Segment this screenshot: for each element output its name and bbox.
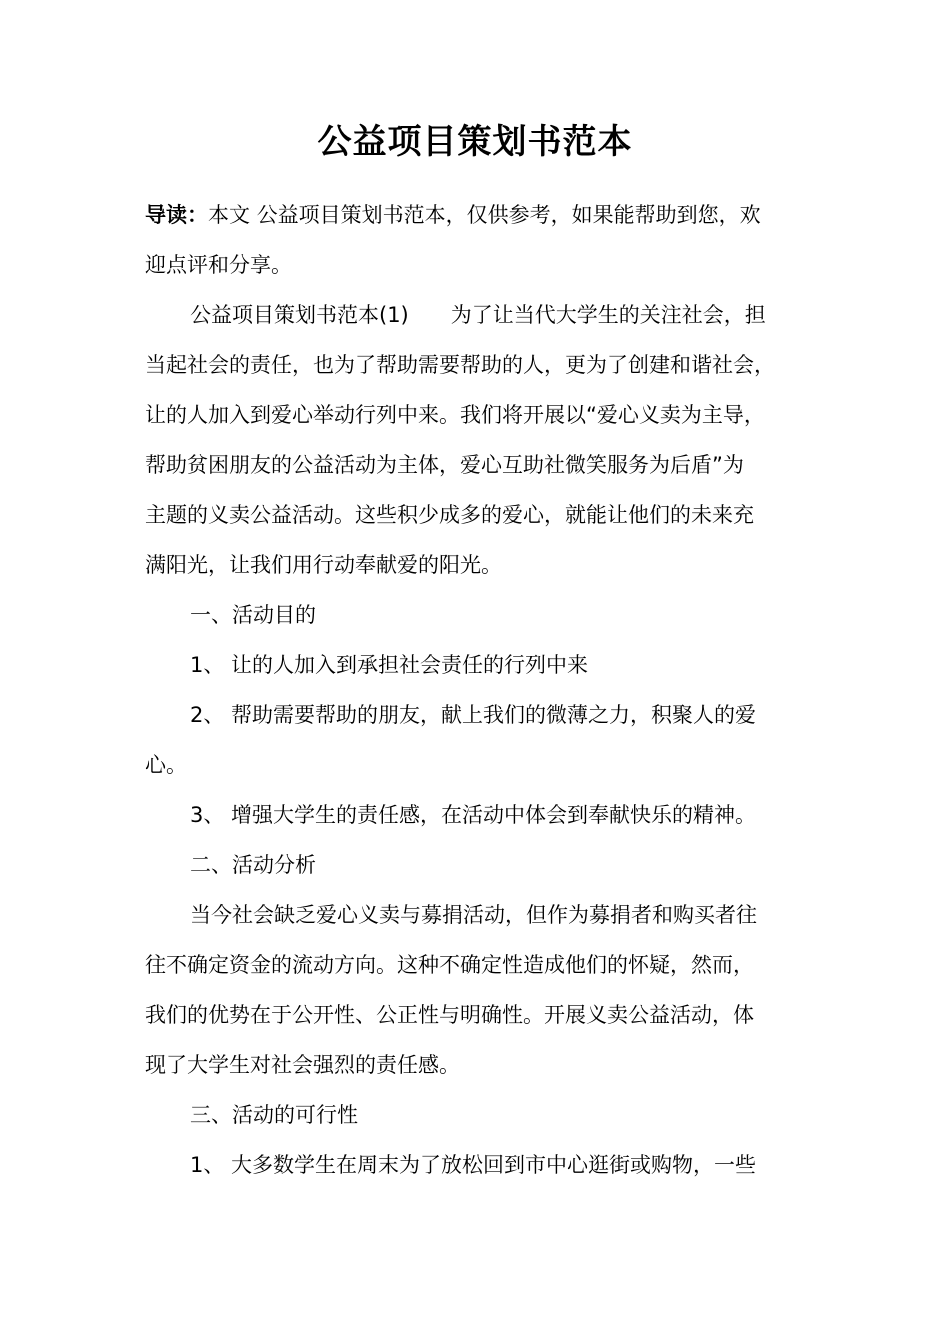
lead-text: 本文 公益项目策划书范本，仅供参考，如果能帮助到您，欢 bbox=[208, 203, 761, 227]
paragraph-1-line: 公益项目策划书范本(1) 为了让当代大学生的关注社会，担 bbox=[190, 303, 766, 327]
paragraph-1-line: 主题的义卖公益活动。这些积少成多的爱心，就能让他们的未来充 bbox=[145, 503, 754, 527]
document-title: 公益项目策划书范本 bbox=[317, 122, 633, 162]
section-heading-1: 一、活动目的 bbox=[190, 603, 316, 627]
paragraph-2-line: 当今社会缺乏爱心义卖与募捐活动，但作为募捐者和购买者往 bbox=[190, 903, 757, 927]
lead-line-2: 迎点评和分享。 bbox=[145, 253, 292, 277]
section-heading-2: 二、活动分析 bbox=[190, 853, 316, 877]
paragraph-1-line: 满阳光，让我们用行动奉献爱的阳光。 bbox=[145, 553, 502, 577]
paragraph-2-line: 往不确定资金的流动方向。这种不确定性造成他们的怀疑，然而， bbox=[145, 953, 754, 977]
paragraph-1-line: 当起社会的责任，也为了帮助需要帮助的人，更为了创建和谐社会， bbox=[145, 353, 775, 377]
section-heading-3: 三、活动的可行性 bbox=[190, 1103, 358, 1127]
list-item-4: 1、 大多数学生在周末为了放松回到市中心逛街或购物，一些 bbox=[190, 1153, 757, 1177]
list-item-2-continuation: 心。 bbox=[145, 753, 187, 777]
paragraph-1-line: 帮助贫困朋友的公益活动为主体，爱心互助社微笑服务为后盾”为 bbox=[145, 453, 744, 477]
lead-line-1 bbox=[145, 200, 825, 230]
list-item-1: 1、 让的人加入到承担社会责任的行列中来 bbox=[190, 653, 589, 677]
paragraph-1-line: 让的人加入到爱心举动行列中来。我们将开展以“爱心义卖为主导， bbox=[145, 403, 765, 427]
paragraph-2-line: 现了大学生对社会强烈的责任感。 bbox=[145, 1053, 460, 1077]
paragraph-2-line: 我们的优势在于公开性、公正性与明确性。开展义卖公益活动，体 bbox=[145, 1003, 754, 1027]
list-item-3: 3、 增强大学生的责任感，在活动中体会到奉献快乐的精神。 bbox=[190, 803, 757, 827]
lead-label: 导读： bbox=[145, 203, 208, 227]
list-item-2: 2、 帮助需要帮助的朋友，献上我们的微薄之力，积聚人的爱 bbox=[190, 703, 757, 727]
